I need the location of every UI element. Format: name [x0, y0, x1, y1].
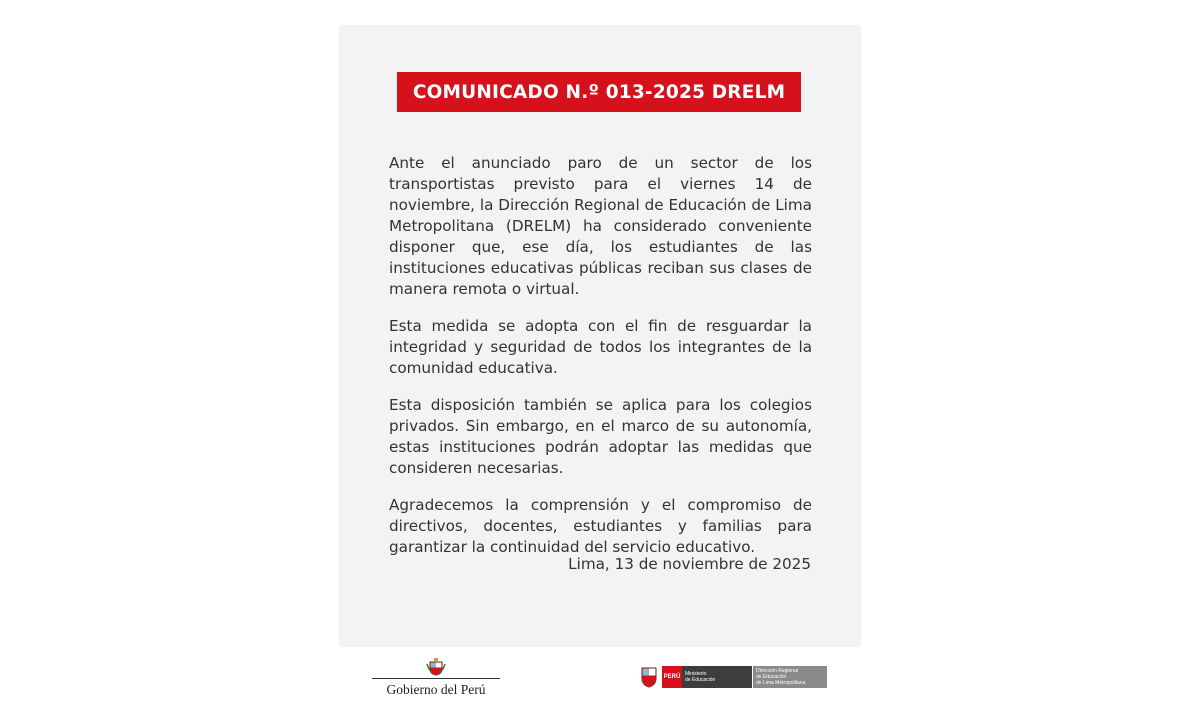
peru-label: PERÚ	[662, 666, 682, 688]
direccion-line: Dirección Regional	[756, 668, 798, 674]
ministerio-line: de Educación	[685, 677, 716, 683]
communique-body	[389, 153, 812, 558]
ministerio-line: Ministerio	[685, 671, 707, 677]
communique-card	[339, 25, 861, 647]
logo-divider	[372, 678, 500, 679]
communique-date: Lima, 13 de noviembre de 2025	[568, 555, 811, 573]
direccion-line: de Lima Metropolitana	[756, 680, 806, 686]
direccion-line: de Educación	[756, 674, 787, 680]
peru-shield-icon	[640, 666, 658, 688]
gobierno-text: Gobierno del Perú	[386, 682, 486, 697]
gobierno-del-peru-logo	[372, 658, 500, 698]
paragraph: Esta disposición también se aplica para los colegios privados. Sin embargo, en el marco de su autonomía, estas instituciones podrán adoptar las medidas que consideren necesarias.	[389, 396, 812, 477]
paragraph: Ante el anunciado paro de un sector de los transportistas previsto para el viernes 14 de noviembre, la Dirección Regional de Educación de Lima Metropolitana (DRELM) ha considerado conveniente disponer que, ese día, los estudiantes de las instituciones educativas públicas reciban sus clases de manera remota o virtual.	[389, 154, 812, 298]
peru-coat-of-arms-icon	[426, 658, 446, 676]
paragraph: Agradecemos la comprensión y el compromiso de directivos, docentes, estudiantes y familias para garantizar la continuidad del servicio educativo.	[389, 496, 812, 556]
ministerio-label	[682, 666, 752, 688]
paragraph: Esta medida se adopta con el fin de resguardar la integridad y seguridad de todos los integrantes de la comunidad educativa.	[389, 317, 812, 377]
footer	[0, 650, 1200, 706]
communique-title: COMUNICADO N.º 013-2025 DRELM	[397, 72, 801, 112]
minedu-drelm-logo	[640, 666, 827, 688]
direccion-label	[753, 666, 827, 688]
